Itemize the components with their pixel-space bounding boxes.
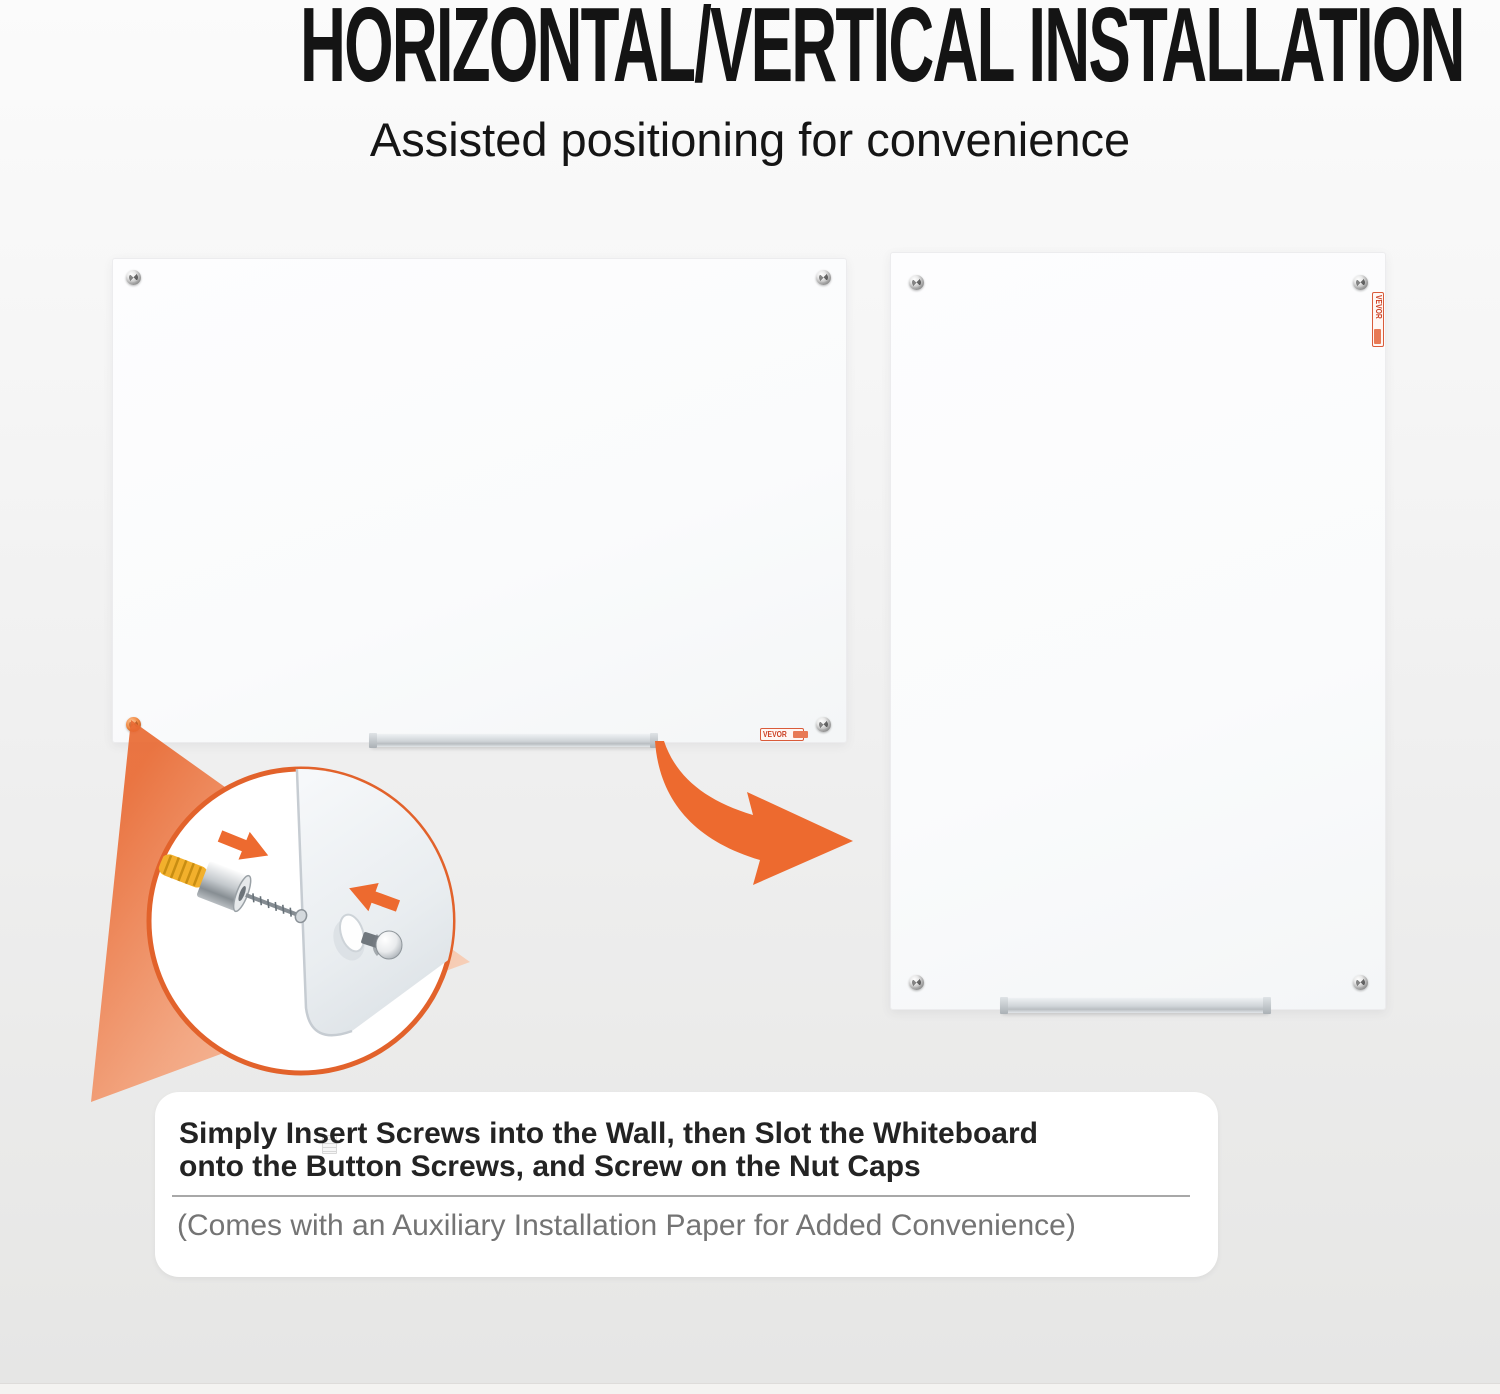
glass-corner (296, 745, 480, 1035)
brand-tag (760, 728, 804, 741)
instruction-line-2: onto the Button Screws, and Screw on the Nut Caps (179, 1150, 921, 1183)
screw-head-icon (294, 908, 309, 924)
nut-cap-icon (361, 931, 402, 959)
instruction-line-1: Simply Insert Screws into the Wall, then Slot the Whiteboard (179, 1117, 1038, 1150)
mounting-hole (336, 912, 369, 955)
brand-logo-text: VEVOR (763, 729, 787, 739)
push-arrow-right-icon (214, 822, 273, 869)
whiteboard-vertical (890, 252, 1386, 1010)
wall-anchor-icon (156, 852, 211, 890)
divider (172, 1195, 1190, 1197)
corner-screw-icon (1353, 275, 1368, 290)
corner-screw-icon (1353, 975, 1368, 990)
bottom-strip (0, 1383, 1500, 1394)
button-screw-assembly (153, 844, 313, 936)
corner-screw-icon (816, 270, 831, 285)
anchor-ribs (164, 855, 202, 887)
curved-arrow-icon (655, 741, 853, 885)
page-title: HORIZONTAL/VERTICAL INSTALLATION (299, 0, 1464, 104)
standoff-icon (196, 861, 249, 912)
page-subtitle: Assisted positioning for convenience (369, 113, 1131, 166)
brand-tag (1372, 292, 1384, 347)
screw-threads (250, 893, 294, 916)
zoom-callout-content (153, 745, 480, 1035)
zoom-beam (91, 720, 470, 1102)
screw-shaft-icon (246, 895, 298, 915)
corner-screw-icon (126, 270, 141, 285)
instruction-card (155, 1092, 1218, 1277)
marker-tray (1002, 998, 1269, 1013)
push-arrow-left-icon (344, 874, 403, 920)
zoom-callout-circle (149, 769, 453, 1073)
whiteboard-horizontal (112, 258, 847, 743)
highlighted-corner-screw-icon (126, 717, 141, 732)
instruction-note: (Comes with an Auxiliary Installation Paper for Added Convenience) (177, 1209, 1076, 1242)
brand-logo-text: VEVOR (1374, 295, 1383, 319)
marker-tray (371, 734, 656, 747)
brand-tag-block (793, 731, 808, 738)
corner-screw-icon (909, 975, 924, 990)
corner-screw-icon (816, 717, 831, 732)
brand-tag-block (1375, 329, 1382, 344)
hole-shadow (328, 915, 370, 964)
corner-screw-icon (909, 275, 924, 290)
glass-edge (296, 745, 352, 1035)
